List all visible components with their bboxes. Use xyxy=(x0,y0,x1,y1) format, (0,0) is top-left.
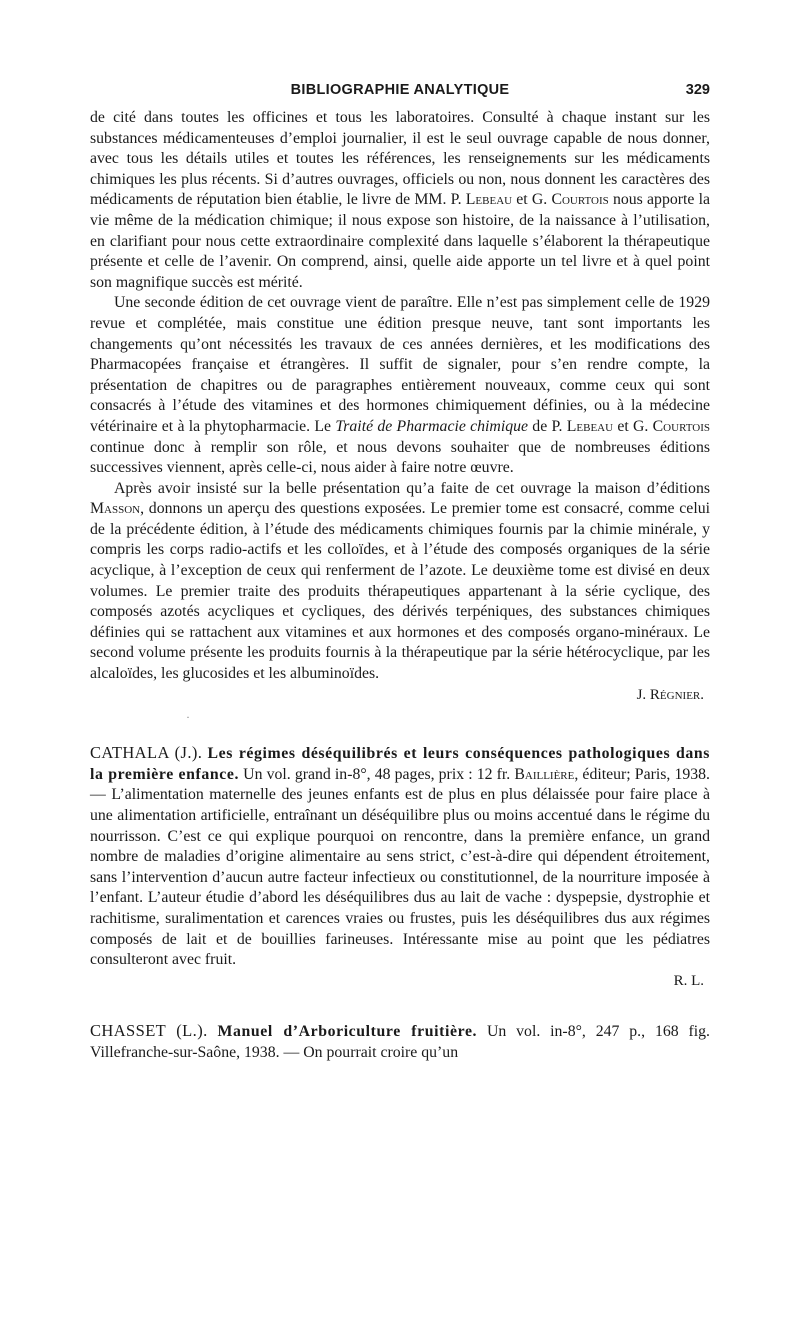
paragraph-text: de cité dans toutes les officines et tous les laboratoires. Consulté à chaque instant sur les substances médicamenteuses d’emploi journalier, il est le seul ouvrage capable de nous donner, avec tous les détails utiles et toutes les références, les renseignements sur les médicaments chimiques les plus récents. Si d’autres ouvrages, officiels ou non, nous donnent les caractères des médicaments de réputation bien établie, le livre de MM. P. xyxy=(90,109,710,209)
running-title: BIBLIOGRAPHIE ANALYTIQUE xyxy=(290,82,510,98)
paragraph-text: , donnons un aperçu des questions exposées. Le premier tome est consacré, comme celui de la précédente édition, à l’étude des médicaments chimiques fournis par la chimie minérale, y compris les corps radio-actifs et les colloïdes, et à l’étude des composés organiques de la série acyclique, à l’exception de ceux qui renferment de l’azote. Le deuxième tome est divisé en deux volumes. Le premier traite des produits thérapeutiques appartenant à la série cyclique, des composés azotés acycliques et cycliques, des dérivés terpéniques, des substances chimiques définies qui se rattachent aux vitamines et aux hormones et des composés organo-minéraux. Le second volume présente les produits fournis à la thérapeutique par la série hétérocyclique, par les alcaloïdes, les glucosides et les albuminoïdes. xyxy=(90,500,710,683)
separator xyxy=(90,705,710,731)
paragraph-text: et G. xyxy=(613,417,653,435)
separator-dot: · xyxy=(186,710,190,725)
publisher-name: Baillière xyxy=(514,765,575,783)
author-name: Lebeau xyxy=(566,417,614,435)
publisher-name: Masson xyxy=(90,500,141,518)
entry-title: Manuel d’Arboriculture fruitière. xyxy=(217,1023,478,1041)
paragraph-text: nous apporte la vie même de la médication chimique; il nous expose son histoire, de la naissance à l’utilisation, en clarifiant pour nous cette extraordinaire complexité dans laquelle s’élaborent la thérapeutique présente et celle de l’avenir. On comprend, ainsi, quelle aide apporte un tel livre et à quel point son magnifique succès est mérité. xyxy=(90,191,710,291)
paragraph-text: et G. xyxy=(512,191,552,209)
review-entry xyxy=(90,743,710,991)
page-body xyxy=(90,108,710,1064)
paragraph-text: , éditeur; Paris, 1938. — L’alimentation maternelle des jeunes enfants est de plus en plus délaissée pour faire place à une alimentation artificielle, entraînant un déséquilibre plus ou moins accentué dans le régime du nourrisson. C’est ce qui explique pourquoi on rencontre, dans la première enfance, un grand nombre de maladies d’origine alimentaire au sens strict, c’est-à-dire qui dépendent étroitement, sans l’intervention d’aucun autre facteur infectieux ou constitutionnel, de la nourriture imposée à l’enfant. L’auteur étudie d’abord les déséquilibres dus au lait de vache : dyspepsie, dystrophie et rachitisme, suralimentation et carences vraies ou frustes, puis les déséquilibres dus aux régimes composés de lait et de bouillies farineuses. Intéressante mise au point que les pédiatres consulteront avec fruit. xyxy=(90,765,710,969)
paragraph-text: Un vol. in-8°, 247 p., 168 fig. Villefranche-sur-Saône, 1938. — On pourrait croire qu’un xyxy=(90,1023,710,1061)
review-paragraph xyxy=(90,1021,710,1063)
reviewer-signature: J. Régnier. xyxy=(636,686,704,703)
author-name: Courtois xyxy=(551,191,609,209)
page-number: 329 xyxy=(685,82,710,98)
paragraph-text: Après avoir insisté sur la belle présentation qu’a faite de cet ouvrage la maison d’éditions xyxy=(114,479,710,497)
reviewer-signature: R. L. xyxy=(673,972,704,989)
review-paragraph xyxy=(90,743,710,971)
author-name: Courtois xyxy=(652,417,710,435)
review-paragraph xyxy=(90,108,710,293)
author-name: Lebeau xyxy=(465,191,513,209)
paragraph-text: continue donc à remplir son rôle, et nous devons souhaiter que de nombreuses éditions successives viennent, après celle-ci, nous aider à faire notre œuvre. xyxy=(90,438,710,477)
entry-author: CATHALA (J.). xyxy=(90,743,203,763)
paragraph-text: Un vol. grand in-8°, 48 pages, prix : 12 fr. xyxy=(239,765,515,783)
paragraph-text: de P. xyxy=(528,417,567,435)
review-entry xyxy=(90,1021,710,1063)
paragraph-text: Une seconde édition de cet ouvrage vient de paraître. Elle n’est pas simplement celle de 1929 revue et complétée, mais constitue une édition presque neuve, tant sont importants les changements qu’ont nécessités les travaux de ces années dernières, et les modifications des Pharmacopées française et étrangères. Il suffit de signaler, pour s’en rendre compte, la présentation de chapitres ou de paragraphes entièrement nouveaux, comme ceux qui sont consacrés à l’étude des vitamines et des hormones chimiquement définies, ou à la médecine vétérinaire et à la phytopharmacie. Le xyxy=(90,294,710,435)
entry-author: CHASSET (L.). xyxy=(90,1021,208,1041)
entry-title: Les régimes déséquilibrés et leurs conséquences pathologiques dans la première enfance. xyxy=(90,745,711,783)
review-paragraph xyxy=(90,293,710,478)
book-title: Traité de Pharmacie chimique xyxy=(335,417,529,435)
review-paragraph xyxy=(90,479,710,685)
page-header xyxy=(90,82,710,106)
